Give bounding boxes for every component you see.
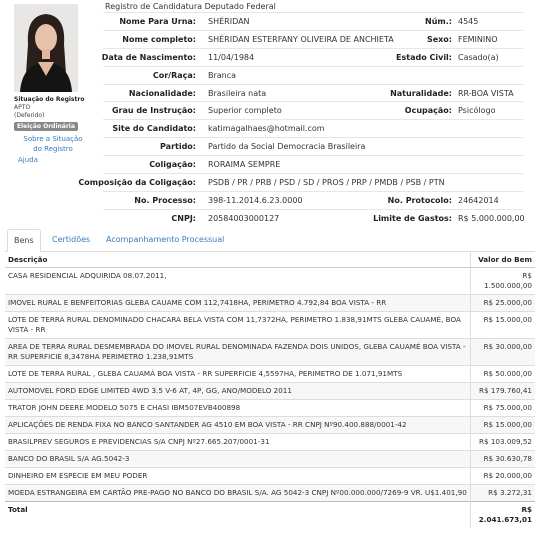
- asset-description: TRATOR JOHN DEERE MODELO 5075 E CHASI IBM507EVB400898: [5, 400, 471, 417]
- field-value: 20584003000127: [208, 213, 280, 223]
- field-label: No. Processo:: [134, 195, 196, 205]
- total-row: [5, 502, 535, 529]
- field-value: Psicólogo: [458, 106, 496, 116]
- asset-value: R$ 25.000,00: [471, 295, 536, 312]
- status-info-link[interactable]: Sobre a Situação do Registro: [23, 135, 83, 153]
- info-row: [103, 66, 523, 84]
- field-value: Partido da Social Democracia Brasileira: [208, 142, 366, 152]
- table-row: [5, 268, 535, 295]
- info-row: [103, 155, 523, 173]
- field-label: Naturalidade:: [390, 88, 452, 98]
- page-title: Registro de Candidatura Deputado Federal: [105, 2, 276, 11]
- asset-value: R$ 179.760,41: [471, 383, 536, 400]
- asset-description: BANCO DO BRASIL S/A AG.5042-3: [5, 451, 471, 468]
- assets-table: [5, 252, 535, 528]
- field-label: Partido:: [160, 142, 196, 152]
- field-label: Nacionalidade:: [128, 88, 196, 98]
- field-value: PSDB / PR / PRB / PSD / SD / PROS / PRP / PMDB / PSB / PTN: [208, 178, 445, 188]
- tab-certidoes[interactable]: Certidões: [52, 235, 91, 244]
- field-value: 11/04/1984: [208, 52, 255, 62]
- field-label: Grau de Instrução:: [111, 106, 196, 116]
- asset-value: R$ 50.000,00: [471, 366, 536, 383]
- field-value: Casado(a): [458, 52, 499, 62]
- asset-description: BRASILPREV SEGUROS E PREVIDENCIAS S/A CNPJ Nº27.665.207/0001-31: [5, 434, 471, 451]
- candidate-info: [78, 12, 525, 227]
- table-row: [5, 366, 535, 383]
- asset-value: R$ 1.500.000,00: [471, 268, 536, 295]
- table-row: [5, 383, 535, 400]
- asset-description: CASA RESIDENCIAL ADQUIRIDA 08.07.2011,: [5, 268, 471, 295]
- field-label: Nome completo:: [122, 34, 196, 44]
- table-row: [5, 451, 535, 468]
- field-value: R$ 5.000.000,00: [458, 213, 525, 223]
- field-value: RR-BOA VISTA: [458, 88, 514, 98]
- table-row: [5, 468, 535, 485]
- field-value: SHÉRIDAN ESTERFANY OLIVEIRA DE ANCHIETA: [208, 34, 394, 44]
- asset-value: R$ 20.000,00: [471, 468, 536, 485]
- table-row: [5, 485, 535, 502]
- field-value: FEMININO: [458, 34, 498, 44]
- asset-value: R$ 15.000,00: [471, 417, 536, 434]
- info-row: [103, 101, 523, 119]
- asset-value: R$ 3.272,31: [471, 485, 536, 502]
- field-value: 4545: [458, 17, 479, 26]
- total-label: Total: [5, 502, 471, 529]
- asset-description: LOTE DE TERRA RURAL DENOMINADO CHACARA BELA VISTA COM 11,7372HA, PERIMETRO 1.838,91MTS GLEBA CAUAMÉ, BOA VISTA - RR: [5, 312, 471, 339]
- field-label: Cor/Raça:: [152, 70, 196, 80]
- column-header-description: Descrição: [5, 252, 471, 268]
- status-detail: (Deferido): [14, 112, 45, 119]
- info-row: [103, 48, 523, 66]
- field-label: Site do Candidato:: [112, 124, 196, 134]
- asset-value: R$ 75.000,00: [471, 400, 536, 417]
- asset-value: R$ 30.630,78: [471, 451, 536, 468]
- field-value: 24642014: [458, 195, 499, 205]
- field-value: RORAIMA SEMPRE: [208, 160, 281, 170]
- field-label: Composição da Coligação:: [78, 178, 196, 188]
- asset-description: IMOVEL RURAL E BENFEITORIAS GLEBA CAUAME COM 112,7418HA, PERIMETRO 4.792,84 BOA VISTA - RR: [5, 295, 471, 312]
- field-value: 398-11.2014.6.23.0000: [208, 195, 303, 205]
- table-row: [5, 295, 535, 312]
- column-header-value: Valor do Bem: [471, 252, 536, 268]
- asset-value: R$ 103.009,52: [471, 434, 536, 451]
- field-value: Brasileira nata: [208, 88, 267, 98]
- field-label: CNPJ:: [171, 213, 196, 223]
- asset-description: AREA DE TERRA RURAL DESMEMBRADA DO IMOVEL RURAL DENOMINADA FAZENDA DOIS UNIDOS, GLEBA CAUAMÉ BOA VISTA - RR SUPERFICIE 8,3478HA PERIMETRO 1.238,91MTS: [5, 339, 471, 366]
- tab-acompanhamento[interactable]: Acompanhamento Processual: [106, 235, 225, 244]
- table-row: [5, 434, 535, 451]
- field-value: Branca: [208, 70, 237, 80]
- candidate-site-link[interactable]: katimagalhaes@hotmail.com: [208, 124, 325, 134]
- field-label: Coligação:: [149, 160, 196, 170]
- field-label: Limite de Gastos:: [373, 213, 452, 223]
- table-header-row: [5, 252, 535, 268]
- info-row: [103, 30, 523, 48]
- asset-description: AUTOMOVEL FORD EDGE LIMITED 4WD 3.5 V-6 AT, 4P, GG, ANO/MODELO 2011: [5, 383, 471, 400]
- field-label: Data de Nascimento:: [101, 52, 196, 62]
- asset-description: LOTE DE TERRA RURAL , GLEBA CAUAMÁ BOA VISTA - RR SUPERFICIE 4,5597HA, PERIMETRO DE 1.071,91MTS: [5, 366, 471, 383]
- candidate-photo: [14, 4, 78, 92]
- asset-value: R$ 30.000,00: [471, 339, 536, 366]
- election-badge: Eleição Ordinária: [14, 122, 78, 131]
- info-row: [103, 119, 523, 137]
- field-label: Nome Para Urna:: [119, 17, 196, 26]
- info-row: [103, 137, 523, 155]
- info-row: [103, 191, 523, 209]
- asset-value: R$ 15.000,00: [471, 312, 536, 339]
- info-row: [103, 209, 523, 227]
- tab-bens[interactable]: Bens: [7, 229, 41, 252]
- asset-description: APLICAÇÕES DE RENDA FIXA NO BANCO SANTANDER AG 4510 EM BOA VISTA - RR CNPJ Nº90.400.888/0001-42: [5, 417, 471, 434]
- help-link[interactable]: Ajuda: [18, 156, 38, 164]
- field-label: Sexo:: [426, 34, 452, 44]
- field-value: Superior completo: [208, 106, 282, 116]
- table-row: [5, 417, 535, 434]
- table-row: [5, 312, 535, 339]
- table-row: [5, 339, 535, 366]
- field-label: Ocupação:: [404, 106, 452, 116]
- table-row: [5, 400, 535, 417]
- asset-description: DINHEIRO EM ESPECIE EM MEU PODER: [5, 468, 471, 485]
- field-label: Núm.:: [425, 17, 452, 26]
- field-label: No. Protocolo:: [387, 195, 452, 205]
- total-value: R$ 2.041.673,01: [471, 502, 536, 529]
- status-title: Situação do Registro: [14, 96, 85, 103]
- field-label: Estado Civil:: [396, 52, 452, 62]
- info-row: [103, 84, 523, 102]
- info-row: [78, 173, 523, 191]
- asset-description: MOEDA ESTRANGEIRA EM CARTÃO PRE-PAGO NO BANCO DO BRASIL S/A. AG 5042-3 CNPJ Nº00.000.000/7269-9 VR. U$1.401,90: [5, 485, 471, 502]
- status-value: APTO: [14, 104, 31, 111]
- tab-bar: [5, 229, 535, 252]
- field-value: SHÉRIDAN: [208, 17, 250, 26]
- info-row: [103, 12, 523, 30]
